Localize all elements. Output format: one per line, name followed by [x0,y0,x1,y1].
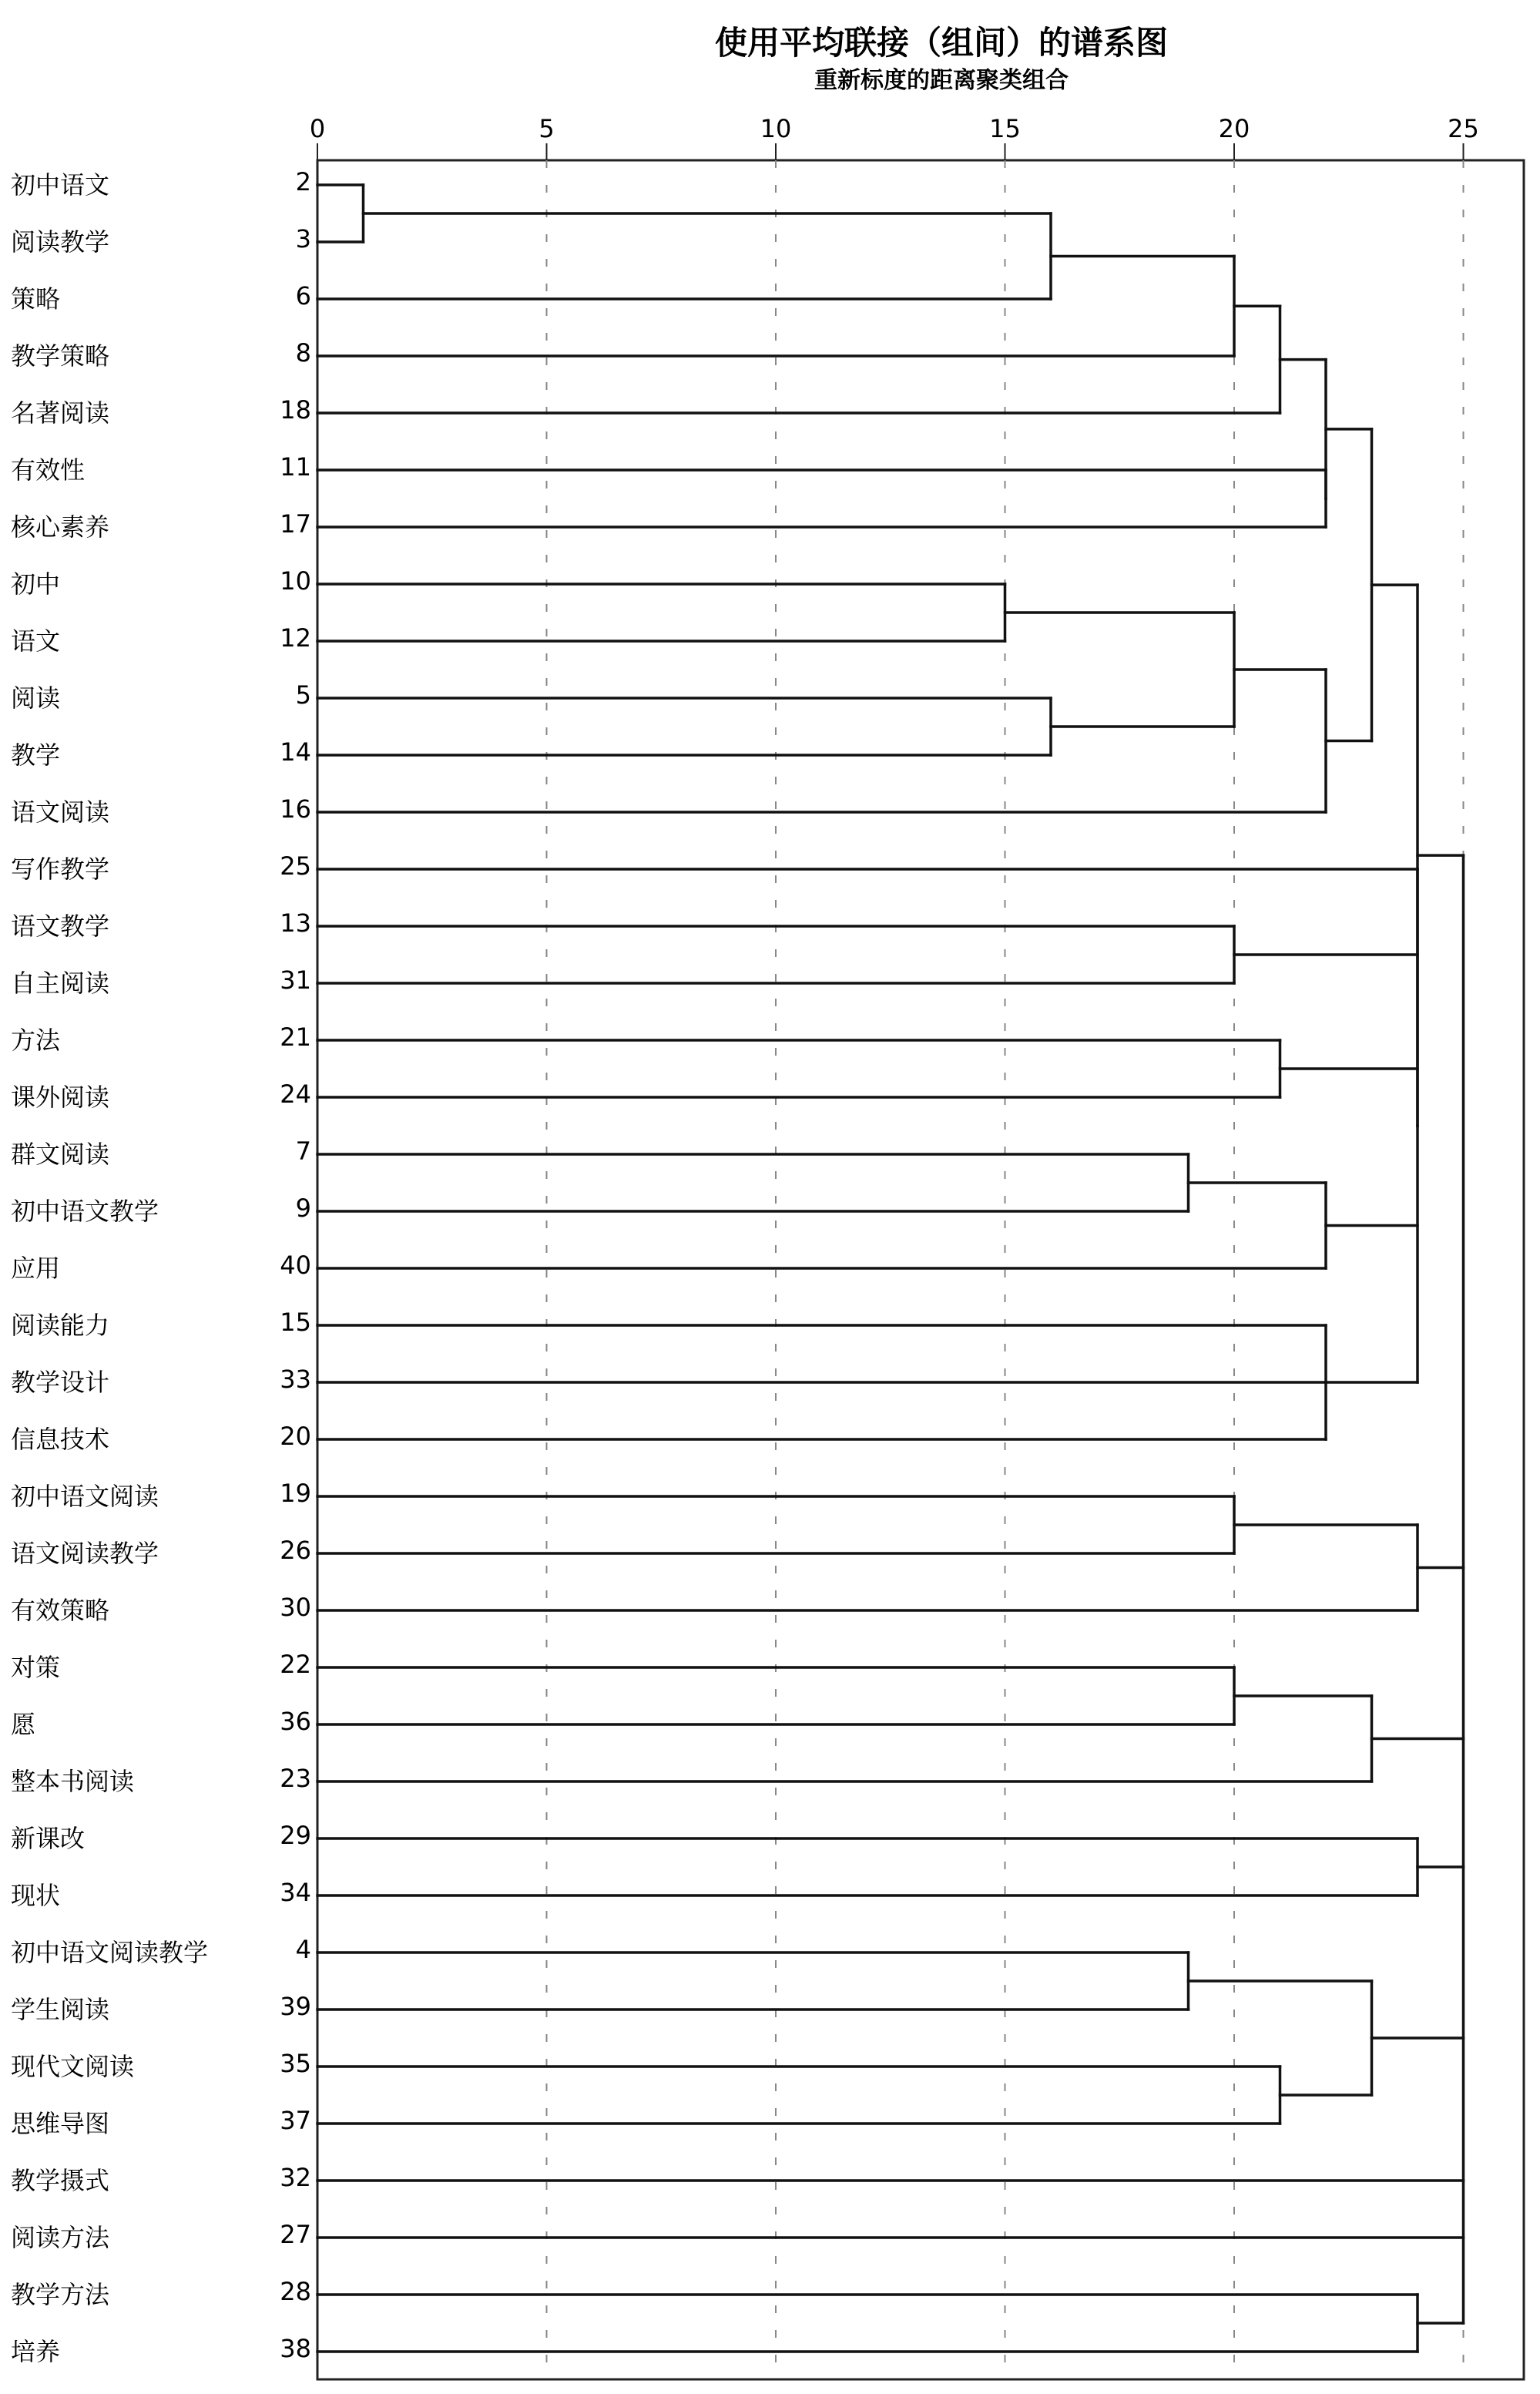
leaf-id: 13 [280,908,311,938]
leaf-label: 核心素养 [11,512,110,542]
leaf-label: 教学设计 [11,1368,110,1397]
plot-frame [317,160,1524,2379]
leaf-id: 6 [295,281,311,311]
leaf-label: 愿 [11,1710,36,1739]
leaf-id: 32 [280,2163,311,2192]
leaf-label: 信息技术 [11,1425,110,1454]
tick-label: 25 [1448,114,1479,143]
leaf-label: 现状 [11,1881,61,1910]
leaf-id: 33 [280,1365,311,1394]
chart-title: 使用平均联接（组间）的谱系图 [714,24,1169,62]
leaf-label: 学生阅读 [11,1995,110,2024]
leaf-id: 28 [280,2277,311,2306]
leaf-id: 29 [280,1821,311,1850]
leaf-label: 语文教学 [11,912,110,941]
leaf-id: 40 [280,1251,311,1280]
leaf-label: 阅读 [11,683,61,713]
leaf-label: 思维导图 [11,2109,110,2138]
tick-label: 5 [538,114,555,143]
leaf-label: 对策 [11,1653,61,1682]
leaf-id: 30 [280,1593,311,1622]
leaf-label: 阅读方法 [11,2223,110,2252]
leaf-label: 培养 [11,2337,61,2366]
leaf-id: 37 [280,2106,311,2135]
leaf-id: 2 [295,167,311,196]
leaf-label: 教学 [11,740,61,770]
leaf-id: 27 [280,2220,311,2249]
leaf-id: 39 [280,1992,311,2021]
leaf-id: 26 [280,1536,311,1565]
leaf-label: 课外阅读 [11,1083,110,1112]
leaf-label: 自主阅读 [11,969,110,998]
tick-label: 10 [760,114,792,143]
leaf-label: 教学策略 [11,341,110,371]
leaf-id: 35 [280,2049,311,2078]
leaf-id: 7 [295,1137,311,1166]
leaf-label: 初中语文 [11,170,110,200]
leaf-label: 语文 [11,626,61,656]
leaf-id: 17 [280,509,311,539]
chart-subtitle: 重新标度的距离聚类组合 [814,67,1069,94]
leaf-id: 9 [295,1194,311,1223]
leaf-label: 有效性 [11,455,86,485]
leaf-id: 8 [295,338,311,368]
leaf-id: 20 [280,1422,311,1451]
leaf-label: 初中语文阅读教学 [11,1938,209,1967]
leaf-label: 教学方法 [11,2280,110,2309]
leaf-id: 34 [280,1878,311,1907]
leaf-label: 语文阅读教学 [11,1539,159,1568]
leaf-id: 19 [280,1479,311,1508]
leaf-id: 15 [280,1308,311,1337]
leaf-id: 5 [295,680,311,710]
leaf-id: 14 [280,737,311,767]
tick-label: 20 [1218,114,1250,143]
leaf-id: 3 [295,224,311,254]
leaf-id: 38 [280,2334,311,2363]
leaf-label: 策略 [11,284,61,314]
leaf-label: 教学摄式 [11,2166,110,2195]
leaf-label: 现代文阅读 [11,2052,135,2081]
leaf-label: 整本书阅读 [11,1767,135,1796]
leaf-id: 31 [280,965,311,995]
leaf-label: 群文阅读 [11,1140,110,1169]
leaf-label: 阅读能力 [11,1311,110,1340]
leaf-label: 初中语文教学 [11,1197,159,1226]
leaf-label: 应用 [11,1254,61,1283]
leaf-id: 25 [280,851,311,881]
leaf-label: 阅读教学 [11,227,110,257]
leaf-id: 16 [280,794,311,824]
tick-label: 0 [309,114,326,143]
leaf-id: 24 [280,1079,311,1109]
leaf-label: 有效策略 [11,1596,110,1625]
leaf-id: 10 [280,566,311,596]
leaf-label: 写作教学 [11,855,110,884]
leaf-id: 36 [280,1707,311,1736]
leaf-label: 初中 [11,569,61,599]
leaf-label: 方法 [11,1026,61,1055]
leaf-id: 21 [280,1022,311,1052]
leaf-label: 初中语文阅读 [11,1482,159,1511]
leaf-id: 23 [280,1764,311,1793]
leaf-label: 名著阅读 [11,398,110,428]
leaf-id: 22 [280,1650,311,1679]
leaf-id: 4 [295,1935,311,1964]
leaf-id: 18 [280,395,311,425]
leaf-id: 11 [280,452,311,482]
tick-label: 15 [989,114,1021,143]
leaf-id: 12 [280,623,311,653]
leaf-label: 新课改 [11,1824,86,1853]
leaf-label: 语文阅读 [11,797,110,827]
